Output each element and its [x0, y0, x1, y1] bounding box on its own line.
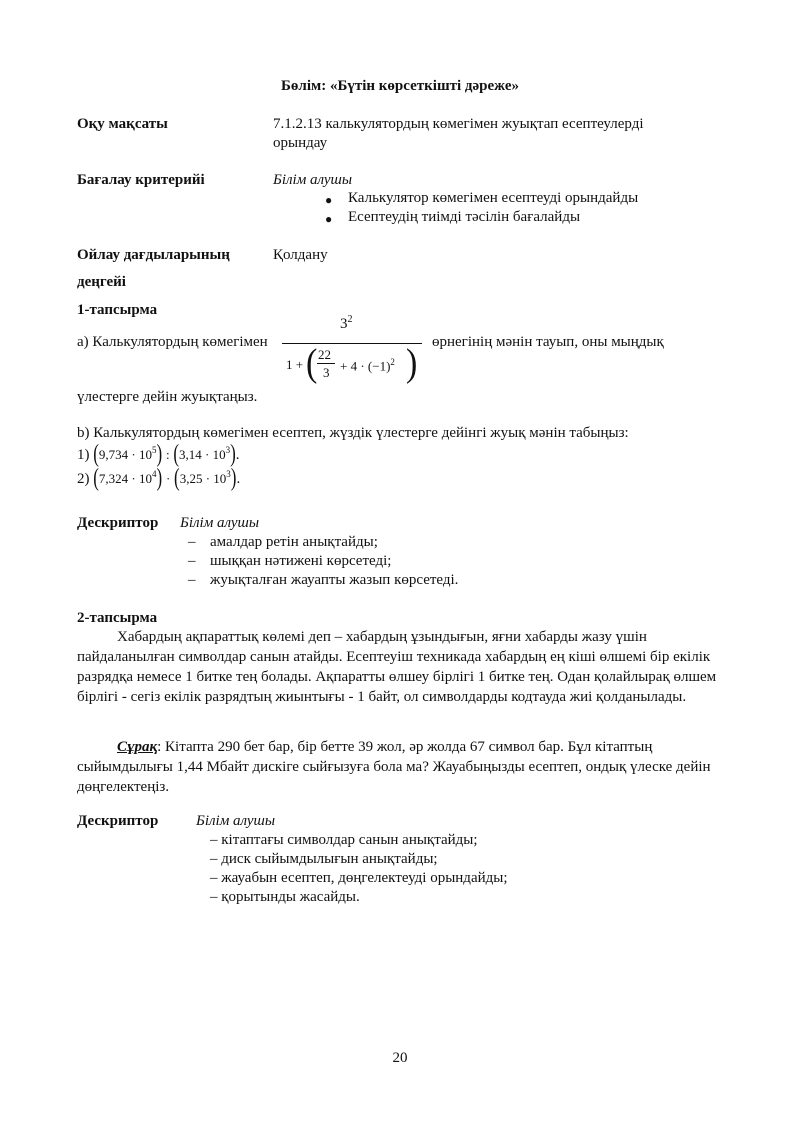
formula-numerator: $3^2$ — [340, 314, 353, 332]
formula-frac-den: 3 — [323, 365, 330, 380]
criteria-item: Есептеудің тиімді тәсілін бағалайды — [348, 209, 581, 225]
thinking-label-line1: Ойлау дағдыларының — [77, 247, 230, 263]
descriptor1-item: шыққан нәтижені көрсетеді; — [210, 553, 392, 569]
dash-icon: – — [188, 534, 196, 550]
task1-a-line2: үлестерге дейін жуықтаңыз. — [77, 389, 258, 405]
task1-b1: 1) $(9,734 \cdot 10^5)$ : $(3,14 \cdot 10^3)$. — [77, 439, 240, 468]
descriptor1-item: жуықталған жауапты жазып көрсетеді. — [210, 572, 459, 588]
task2-title: 2-тапсырма — [77, 610, 158, 626]
descriptor1-subtitle: Білім алушы — [180, 515, 260, 531]
task1-b-text: b) Калькулятордың көмегімен есептеп, жүздік үлестерге дейінгі жуық мәнін табыңыз: — [77, 425, 629, 441]
objective-label: Оқу мақсаты — [77, 116, 168, 132]
dash-icon: – — [188, 553, 196, 569]
criteria-label: Бағалау критерийі — [77, 172, 205, 188]
left-paren-icon: ( — [306, 342, 318, 385]
thinking-value: Қолдану — [273, 247, 328, 263]
thinking-label-line2: деңгейі — [77, 274, 126, 290]
descriptor1-label: Дескриптор — [77, 515, 159, 531]
inner-fraction-bar — [317, 363, 335, 364]
descriptor2-subtitle: Білім алушы — [196, 813, 276, 829]
descriptor2-item: – диск сыйымдылығын анықтайды; — [210, 851, 438, 867]
question-label: Сұрақ — [117, 739, 158, 755]
task1-title: 1-тапсырма — [77, 302, 158, 318]
descriptor2-label: Дескриптор — [77, 813, 159, 829]
criteria-subtitle: Білім алушы — [273, 172, 353, 188]
formula — [282, 314, 422, 384]
formula-frac-num: 22 — [318, 347, 331, 362]
fraction-bar — [282, 343, 422, 344]
bullet-icon: ● — [325, 212, 333, 226]
question-text: : Кітапта 290 бет бар, бір бетте 39 жол, әр жолда 67 символ бар. Бұл кітаптың сыйымдылығы 1,44 Мбайт дискіге сыйғызуға бола ма? Жауабыңызды есептеп, ондық үлеске дейін дөңгелектеңіз. — [77, 739, 711, 795]
descriptor2-item: – кітаптағы символдар санын анықтайды; — [210, 832, 478, 848]
objective-text-line2: орындау — [273, 135, 328, 151]
task1-a-prefix: a) Калькулятордың көмегімен — [77, 334, 268, 350]
task2-question — [77, 737, 727, 797]
descriptor2-item: – қорытынды жасайды. — [210, 889, 360, 905]
task2-paragraph: Хабардың ақпараттық көлемі деп – хабардың ұзындығын, яғни хабарды жазу үшін пайдаланылған символдар санын атайды. Есептеуіш техникада хабардың ең кіші өлшемі бір екілік разрядқа немесе 1 битке тең болады. Ақпаратты өлшеу бірлігі 1 битке тең. Одан қолайлырақ өлшем бірлігі - сегіз екілік разрядтың жиынтығы - 1 байт, ол символдарды кодтауда жиі қолданылады. — [77, 629, 717, 705]
formula-rest: + $4 \cdot (-1)^2$ — [340, 357, 395, 374]
page-number: 20 — [392, 1050, 408, 1066]
task1-b2: 2) $(7,324 \cdot 10^4) \cdot (3,25 \cdot 10^3)$. — [77, 463, 241, 492]
dash-icon: – — [188, 572, 196, 588]
task1-a-suffix: өрнегінің мәнін тауып, оны мыңдық — [432, 334, 664, 350]
section-title: Бөлім: «Бүтін көрсеткішті дәреже» — [280, 78, 519, 94]
formula-one-plus: 1 + — [286, 357, 304, 372]
descriptor2-item: – жауабын есептеп, дөңгелектеуді орындайды; — [210, 870, 508, 886]
criteria-item: Калькулятор көмегімен есептеуді орындайды — [348, 190, 639, 206]
right-paren-icon: ) — [406, 342, 418, 385]
objective-text-line1: 7.1.2.13 калькулятордың көмегімен жуықтап есептеулерді — [273, 116, 644, 132]
bullet-icon: ● — [325, 193, 333, 207]
descriptor1-item: амалдар ретін анықтайды; — [210, 534, 378, 550]
